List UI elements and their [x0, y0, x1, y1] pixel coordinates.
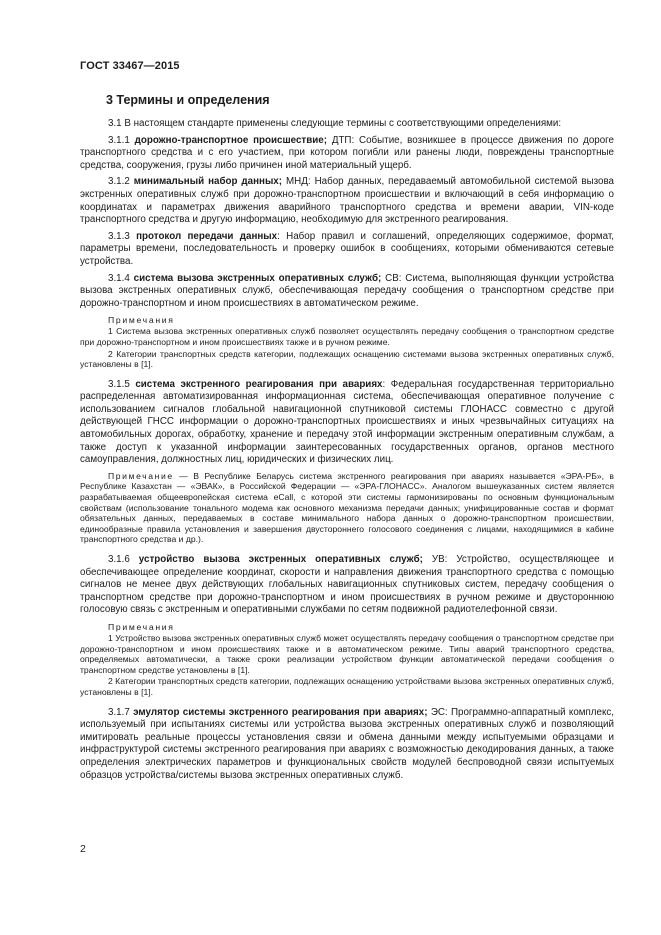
single-note	[80, 471, 614, 545]
term-name: минимальный набор данных;	[133, 176, 283, 188]
term-3-1-6	[80, 554, 614, 617]
term-number: 3.1.3	[108, 230, 130, 242]
term-definition: ЭС: Программно-аппаратный комплекс, используемый при испытаниях системы или устройства вызова экстренных оперативных служб и позволяющий имитировать реальные процессы установления связи и обмена данными между испытуемыми образцами и инфраструктурой системы экстренного реагирования при авариях с возможностью декодирования данных, а также определения электрических параметров и функциональных свойств модулей беспроводной связи испытуемых образцов устройства/системы вызова экстренных оперативных служб.	[80, 706, 614, 781]
term-number: 3.1.5	[108, 378, 130, 390]
standard-header: ГОСТ 33467—2015	[80, 60, 180, 72]
term-3-1-1	[80, 135, 614, 173]
note-item: 2 Категории транспортных средств категории, подлежащих оснащению устройствами вызова экстренных оперативных служб, установлены в [1].	[80, 676, 614, 697]
note-label: Примечание	[108, 470, 174, 481]
term-number: 3.1.1	[108, 134, 130, 146]
page-number: 2	[80, 843, 86, 855]
term-name: устройство вызова экстренных оперативных служб;	[138, 554, 423, 565]
term-3-1-4	[80, 273, 614, 311]
term-3-1-5	[80, 379, 614, 467]
note-text: — В Республике Беларусь система экстренного реагирования при авариях называется «ЭРА-РБ», в Республике Казахстан — «ЭВАК», в Российской Федерации — «ЭРА-ГЛОНАСС». Аналогом вышеуказанных систем является разрабатываемая общеевропейская система eCall, с которой эти системы гармонизированы по основным функциональным свойствам (использование тонального модема как основного механизма передачи данных; унифицированные состав и формат обязательных данных, передаваемых в составе минимального набора данных о дорожно-транспортном происшествии, единообразные правила установления и завершения двустороннего голосового соединения с лицами, находящимися в кабине транспортного средства и др.).	[80, 470, 614, 545]
term-definition: СВ: Система, выполняющая функции устройства вызова экстренных оперативных служб, обеспечивающая передачу сообщения о транспортном средстве при дорожно-транспортном и ином происшествиях в автоматическом режиме.	[80, 272, 614, 309]
note-item: 2 Категории транспортных средств категории, подлежащих оснащению системами вызова экстренных оперативных служб, установлены в [1].	[80, 348, 614, 370]
term-definition: : Набор правил и соглашений, определяющих содержимое, формат, параметры времени, последовательность и проверку ошибок в сообщениях, которыми обмениваются сетевые устройства.	[80, 230, 614, 267]
term-3-1-7	[80, 707, 614, 783]
term-name: система вызова экстренных оперативных служб;	[133, 272, 382, 284]
term-definition: ДТП: Событие, возникшее в процессе движения по дороге транспортного средства и с его участием, при котором погибли или ранены люди, повреждены транспортные средства, сооружения, грузы либо причинен иной материальный ущерб.	[80, 134, 614, 171]
term-3-1-2	[80, 176, 614, 226]
term-name: дорожно-транспортное происшествие;	[134, 134, 327, 146]
note-item: 1 Устройство вызова экстренных оперативных служб может осуществлять передачу сообщения о транспортном средстве при дорожно-транспортном и ином происшествиях также и в автоматическом режиме. Типы аварий транспортного средства, определяемых автоматически, а также сроки реализации устройством функции автоматической передачи сообщения о транспортном средстве установлены в [1].	[80, 632, 614, 675]
term-definition: : Федеральная государственная территориально распределенная автоматизированная информационная система, обеспечивающая оперативное получение с использованием сигналов глобальной навигационной спутниковой системы ГЛОНАСС совместно с другой действующей ГНСС информации о дорожно-транспортных происшествиях и иных чрезвычайных ситуациях на автомобильных дорогах, обработку, хранение и передачу этой информации экстренным оперативным службам, а также доступ к указанной информации заинтересованных государственных органов, органов местного самоуправления, должностных лиц, юридических и физических лиц.	[80, 378, 614, 466]
term-name: протокол передачи данных	[136, 230, 278, 242]
term-name: система экстренного реагирования при авариях	[135, 378, 383, 390]
term-number: 3.1.6	[108, 554, 130, 565]
term-number: 3.1.7	[108, 706, 130, 718]
section-title: 3 Термины и определения	[106, 93, 270, 107]
intro-paragraph: 3.1 В настоящем стандарте применены следующие термины с соответствующими определениями:	[108, 118, 562, 129]
term-number: 3.1.4	[108, 272, 130, 284]
term-definition: УВ: Устройство, осуществляющее и обеспечивающее определение координат, скорости и направления движения транспортного средства с помощью сигналов не менее двух действующих глобальных навигационных спутниковых систем, передачу сообщения о транспортном средстве при дорожно-транспортном и ином происшествиях в ручном режиме и двустороннюю голосовую связь с экстренным и оперативными службами по сетям подвижной радиотелефонной связи.	[80, 554, 615, 616]
term-number: 3.1.2	[108, 176, 130, 188]
term-definition: МНД: Набор данных, передаваемый автомобильной системой вызова экстренных оперативных служб при дорожно-транспортном происшествии и включающий в себя информацию о координатах и параметрах движения аварийного транспортного средства и времени аварии, VIN-коде транспортного средства и другую информацию, необходимую для экстренного реагирования.	[80, 176, 614, 226]
document-body	[80, 118, 614, 786]
term-name: эмулятор системы экстренного реагирования при авариях;	[133, 706, 428, 718]
notes-heading: Примечания	[108, 315, 175, 326]
term-3-1-3	[80, 231, 614, 269]
note-item: 1 Система вызова экстренных оперативных служб позволяет осуществлять передачу сообщения о транспортном средстве при дорожно-транспортном и ином происшествиях также и в ручном режиме.	[80, 326, 614, 347]
notes-heading: Примечания	[108, 621, 175, 632]
